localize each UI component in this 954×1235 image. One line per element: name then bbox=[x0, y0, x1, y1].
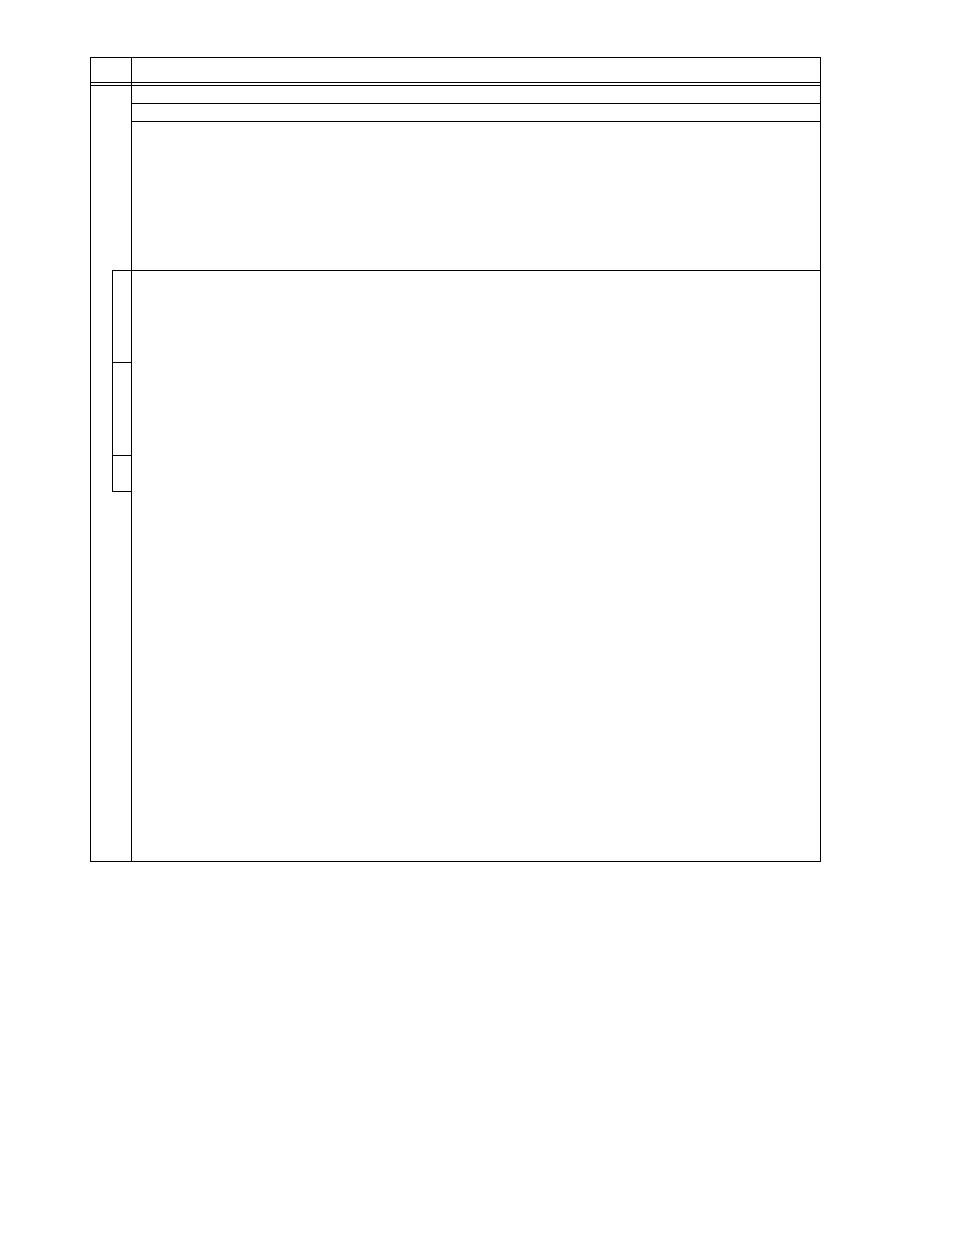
group-column-bottom bbox=[112, 491, 132, 492]
column-divider bbox=[131, 57, 132, 862]
group-column-left bbox=[112, 270, 113, 492]
row-rule bbox=[112, 270, 820, 271]
table-border-bottom bbox=[90, 861, 821, 862]
table-border-left bbox=[90, 57, 91, 862]
header-rule-2 bbox=[90, 85, 821, 86]
row-rule bbox=[132, 103, 820, 104]
group-divider bbox=[112, 455, 132, 456]
header-rule bbox=[90, 82, 821, 83]
row-rule bbox=[132, 121, 820, 122]
group-divider bbox=[112, 362, 132, 363]
table-border-right bbox=[820, 57, 821, 862]
table-border-top bbox=[90, 57, 821, 58]
